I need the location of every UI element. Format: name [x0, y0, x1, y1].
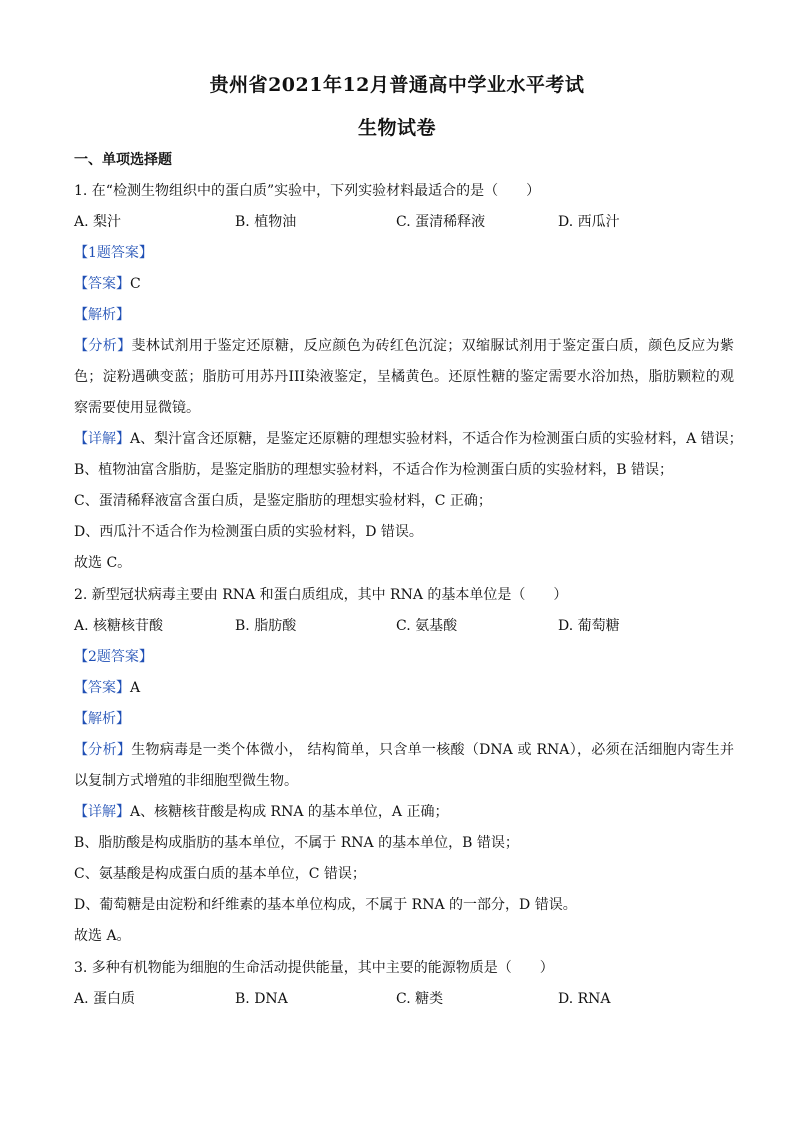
- q1-detail-a: [74, 429, 743, 449]
- q2-detail-a-text: A、核糖核苷酸是构成 RNA 的基本单位，A 正确；: [130, 804, 449, 820]
- q1-analysis-text: 斐林试剂用于鉴定还原糖，反应颜色为砖红色沉淀；双缩脲试剂用于鉴定蛋白质，颜色反应为紫色；淀粉遇碘变蓝；脂肪可用苏丹III染液鉴定，呈橘黄色。还原性糖的鉴定需要水浴加热，脂肪颗粒的观察需要使用显微镜。: [74, 338, 735, 416]
- q2-analysis: [74, 735, 734, 797]
- q2-option-d: D. 葡萄糖: [558, 618, 620, 634]
- q1-option-d: D. 西瓜汁: [558, 214, 620, 230]
- q1-answer-tag: 【1题答案】: [74, 245, 153, 261]
- q2-detail-b: B、脂肪酸是构成脂肪的基本单位，不属于 RNA 的基本单位，B 错误；: [74, 835, 519, 851]
- q2-answer-tag: 【2题答案】: [74, 649, 153, 665]
- q1-answer-label: 【答案】: [74, 276, 130, 292]
- q2-answer-line: [74, 678, 734, 698]
- q2-detail-label: 【详解】: [74, 804, 130, 820]
- q2-jiexi-label: 【解析】: [74, 711, 130, 727]
- q2-conclusion: 故选 A。: [74, 928, 131, 944]
- q1-detail-a-text: A、梨汁富含还原糖，是鉴定还原糖的理想实验材料，不适合作为检测蛋白质的实验材料，A 错误；: [130, 431, 743, 447]
- q1-answer-line: [74, 274, 734, 294]
- q1-option-b: B. 植物油: [235, 214, 297, 230]
- q1-detail-c: C、蛋清稀释液富含蛋白质，是鉴定脂肪的理想实验材料，C 正确；: [74, 493, 492, 509]
- q3-option-d: D. RNA: [558, 991, 611, 1007]
- q1-analysis: [74, 331, 734, 424]
- q2-stem: 2. 新型冠状病毒主要由 RNA 和蛋白质组成，其中 RNA 的基本单位是（ ）: [74, 587, 568, 603]
- exam-title: 贵州省2021年12月普通高中学业水平考试: [209, 74, 585, 96]
- q3-option-a: A. 蛋白质: [74, 991, 136, 1007]
- section-heading: 一、单项选择题: [74, 152, 172, 168]
- q1-jiexi-label: 【解析】: [74, 307, 130, 323]
- q1-option-a: A. 梨汁: [74, 214, 122, 230]
- q2-analysis-text: 生物病毒是一类个体微小， 结构简单，只含单一核酸（DNA 或 RNA），必须在活细胞内寄生并以复制方式增殖的非细胞型微生物。: [74, 742, 734, 789]
- q2-detail-a: [74, 802, 734, 822]
- q2-detail-d: D、葡萄糖是由淀粉和纤维素的基本单位构成，不属于 RNA 的一部分，D 错误。: [74, 897, 577, 913]
- q2-detail-c: C、氨基酸是构成蛋白质的基本单位，C 错误；: [74, 866, 366, 882]
- q2-analysis-label: 【分析】: [74, 742, 132, 758]
- q1-answer-value: C: [130, 276, 141, 292]
- q3-option-b: B. DNA: [235, 991, 288, 1007]
- q1-detail-b: B、植物油富含脂肪，是鉴定脂肪的理想实验材料，不适合作为检测蛋白质的实验材料，B 错误；: [74, 462, 674, 478]
- q2-answer-value: A: [130, 680, 141, 696]
- q3-stem: 3. 多种有机物能为细胞的生命活动提供能量，其中主要的能源物质是（ ）: [74, 960, 554, 976]
- q2-answer-label: 【答案】: [74, 680, 130, 696]
- q2-option-b: B. 脂肪酸: [235, 618, 297, 634]
- q1-detail-label: 【详解】: [74, 431, 130, 447]
- q1-analysis-label: 【分析】: [74, 338, 132, 354]
- exam-subtitle: 生物试卷: [357, 117, 436, 139]
- q2-option-c: C. 氨基酸: [396, 618, 458, 634]
- q3-option-c: C. 糖类: [396, 991, 444, 1007]
- q1-option-c: C. 蛋清稀释液: [396, 214, 486, 230]
- q1-detail-d: D、西瓜汁不适合作为检测蛋白质的实验材料，D 错误。: [74, 524, 423, 540]
- q1-stem: 1. 在“检测生物组织中的蛋白质”实验中，下列实验材料最适合的是（ ）: [74, 183, 541, 199]
- q2-option-a: A. 核糖核苷酸: [74, 618, 164, 634]
- q1-conclusion: 故选 C。: [74, 555, 132, 571]
